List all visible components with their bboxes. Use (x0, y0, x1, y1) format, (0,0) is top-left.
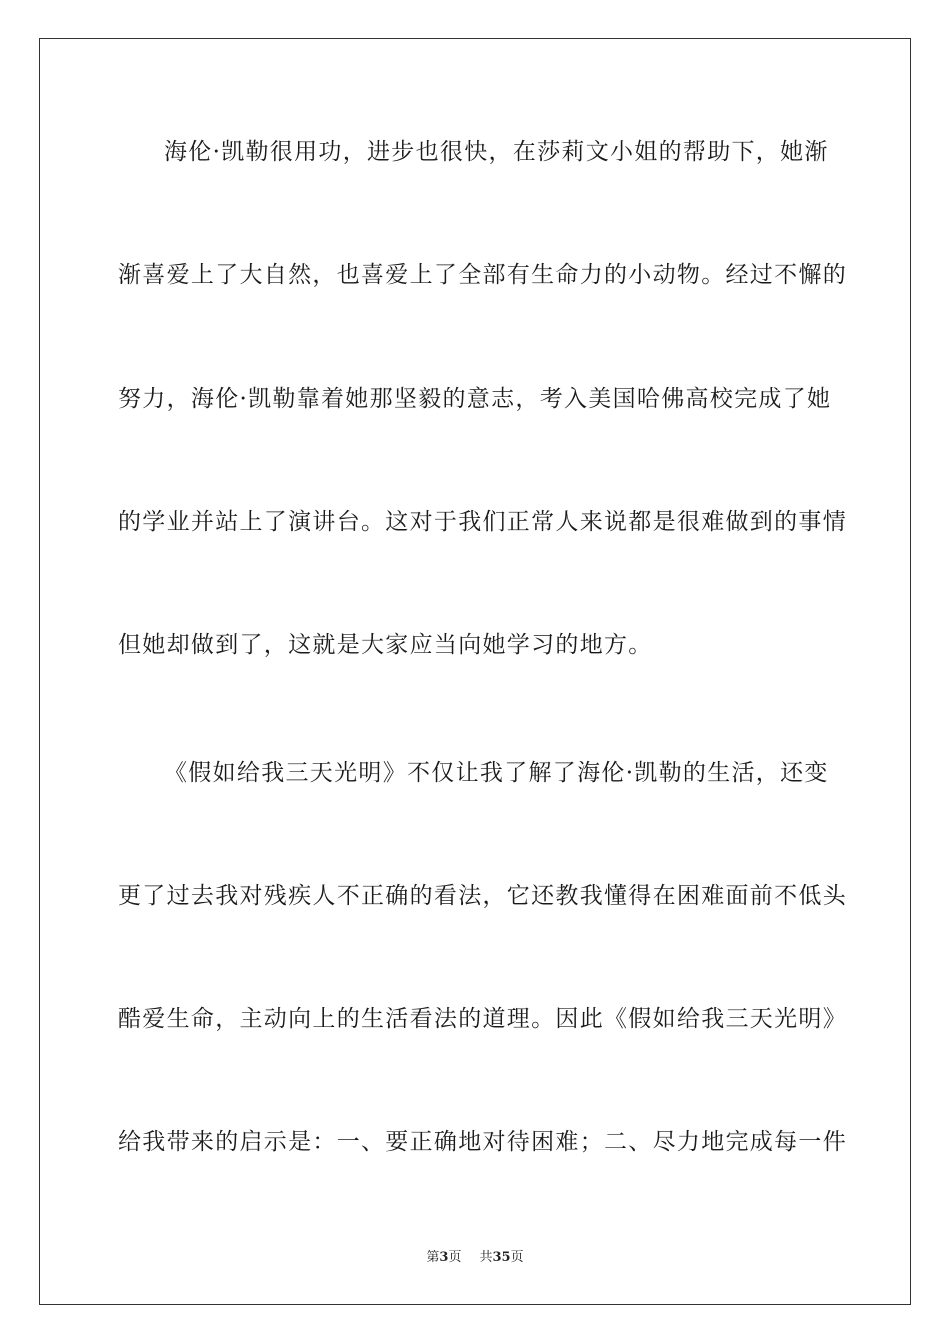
text-line: 努力，海伦·凯勒靠着她那坚毅的意志，考入美国哈佛高校完成了她 (118, 386, 832, 412)
text-line: 酷爱生命，主动向上的生活看法的道理。因此《假如给我三天光明》 (118, 1006, 847, 1032)
text-line: 给我带来的启示是：一、要正确地对待困难；二、尽力地完成每一件 (118, 1129, 847, 1155)
text-line: 的学业并站上了演讲台。这对于我们正常人来说都是很难做到的事情 (118, 509, 847, 535)
text-line: 《假如给我三天光明》不仅让我了解了海伦·凯勒的生活，还变 (164, 760, 829, 786)
page-border (39, 38, 911, 1305)
text-line: 渐喜爱上了大自然，也喜爱上了全部有生命力的小动物。经过不懈的 (118, 262, 847, 288)
text-line: 更了过去我对残疾人不正确的看法，它还教我懂得在困难面前不低头 (118, 883, 847, 909)
text-line: 但她却做到了，这就是大家应当向她学习的地方。 (118, 632, 653, 658)
footer-total-pages: 35 (492, 1250, 511, 1265)
text-line: 海伦·凯勒很用功，进步也很快，在莎莉文小姐的帮助下，她渐 (164, 139, 829, 165)
footer-page-prefix: 第 (426, 1250, 440, 1265)
page-footer (0, 1246, 950, 1265)
footer-page-suffix: 页 (448, 1250, 462, 1265)
footer-total-suffix: 页 (510, 1250, 524, 1265)
footer-total-prefix: 共 (479, 1250, 493, 1265)
footer-page-number: 3 (439, 1250, 449, 1265)
